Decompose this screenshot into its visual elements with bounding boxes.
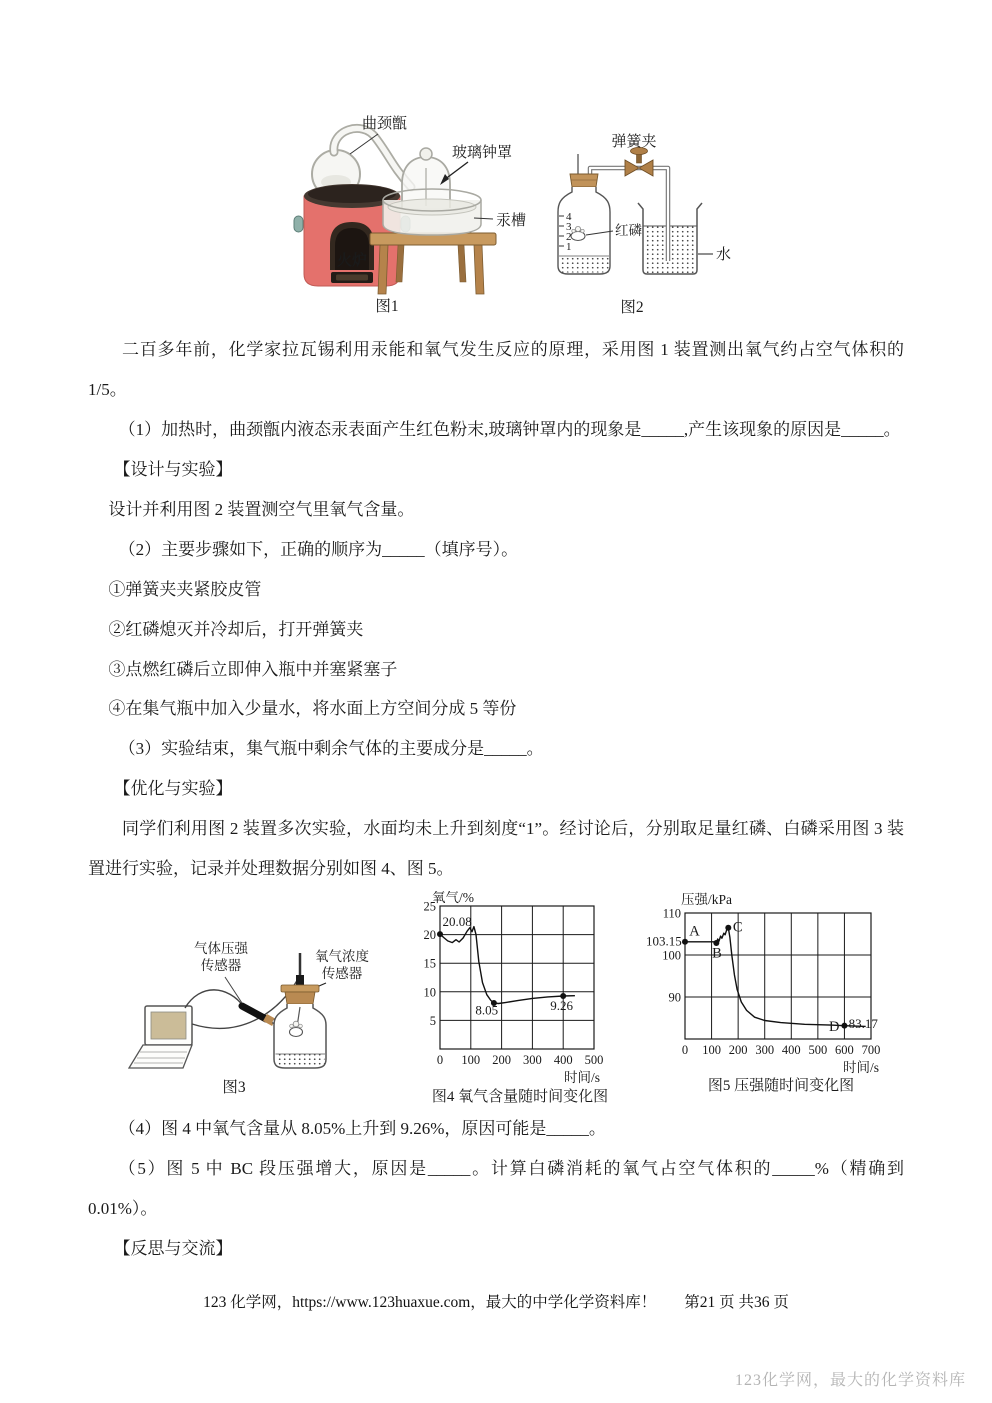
svg-text:500: 500 xyxy=(808,1043,828,1058)
laptop-icon xyxy=(129,1006,192,1068)
svg-text:15: 15 xyxy=(423,956,436,971)
bottle-water xyxy=(560,256,610,273)
figure3-sensor-apparatus xyxy=(128,891,408,1109)
svg-text:110: 110 xyxy=(662,906,681,921)
svg-text:103.15: 103.15 xyxy=(646,933,682,949)
page-footer xyxy=(0,1290,992,1312)
section-reflect-header: 【反思与交流】 xyxy=(113,1238,233,1258)
svg-text:9.26: 9.26 xyxy=(550,998,574,1014)
svg-text:图4 氧气含量随时间变化图: 图4 氧气含量随时间变化图 xyxy=(431,1089,609,1106)
svg-text:时间/s: 时间/s xyxy=(563,1070,600,1086)
scale-mark-2: 2 xyxy=(566,231,572,243)
step-3: ③点燃红磷后立即伸入瓶中并塞紧塞子 xyxy=(108,659,398,679)
figure4-oxygen-chart xyxy=(416,891,631,1109)
mercury-trough-icon xyxy=(383,148,481,235)
scale-mark-4: 4 xyxy=(566,211,572,223)
pressure-sensor-label-line2: 传感器 xyxy=(200,958,242,974)
red-phosphorus-label: 红磷 xyxy=(615,223,642,238)
svg-text:600: 600 xyxy=(835,1043,854,1058)
figure1-caption: 图1 xyxy=(375,298,399,315)
svg-text:B: B xyxy=(712,945,722,962)
figure5-pressure-chart xyxy=(639,891,904,1109)
svg-text:时间/s: 时间/s xyxy=(842,1060,879,1076)
sensor-bottle-water xyxy=(276,1054,325,1067)
svg-text:400: 400 xyxy=(553,1053,573,1068)
svg-text:400: 400 xyxy=(781,1043,801,1058)
svg-text:25: 25 xyxy=(423,899,436,914)
scale-mark-1: 1 xyxy=(566,241,572,253)
design-intro: 设计并利用图 2 装置测空气里氧气含量。 xyxy=(108,499,415,519)
pressure-sensor-label-line1: 气体压强 xyxy=(194,941,248,957)
furnace-label: 火炉 xyxy=(336,253,368,269)
svg-text:700: 700 xyxy=(861,1043,881,1058)
svg-text:A: A xyxy=(689,923,700,940)
section-optimize-header: 【优化与实验】 xyxy=(113,779,233,799)
trough-label: 汞槽 xyxy=(496,213,527,229)
retort-label: 曲颈甑 xyxy=(362,116,408,132)
water-label: 水 xyxy=(716,247,732,263)
gas-bottle-icon xyxy=(558,154,610,274)
svg-text:0: 0 xyxy=(681,1043,689,1058)
watermark: 123化学网，最大的化学资料库 xyxy=(734,1372,966,1389)
svg-text:200: 200 xyxy=(492,1053,511,1068)
svg-text:20.08: 20.08 xyxy=(442,914,472,930)
optimize-intro: 同学们利用图 2 装置多次实验，水面均未上升到刻度“1”。经讨论后，分别取足量红磷、白磷采用图 3 装置进行实验，记录并处理数据分别如图 4、图 5。 xyxy=(88,819,904,879)
svg-text:5: 5 xyxy=(429,1014,436,1029)
question-1: （1）加热时，曲颈甑内液态汞表面产生红色粉末,玻璃钟罩内的现象是_____,产生该现象的原因是_____。 xyxy=(118,419,901,439)
spring-clamp-icon xyxy=(625,147,653,176)
step-1: ①弹簧夹夹紧胶皮管 xyxy=(108,579,262,599)
svg-text:90: 90 xyxy=(668,990,681,1005)
svg-text:500: 500 xyxy=(584,1053,604,1068)
svg-text:300: 300 xyxy=(755,1043,775,1058)
oxygen-sensor-label-line1: 氧气浓度 xyxy=(315,949,369,965)
intro-paragraph: 二百多年前，化学家拉瓦锡利用汞能和氧气发生反应的原理，采用图 1 装置测出氧气约占空气体积的 1/5。 xyxy=(88,340,904,399)
svg-text:氧气/%: 氧气/% xyxy=(432,891,474,906)
question-5: （5）图 5 中 BC 段压强增大，原因是_____。计算白磷消耗的氧气占空气体积的_____%（精确到 0.01%）。 xyxy=(88,1159,904,1218)
oxygen-sensor-label-line2: 传感器 xyxy=(321,966,363,982)
svg-text:100: 100 xyxy=(461,1053,481,1068)
step-2: ②红磷熄灭并冷却后，打开弹簧夹 xyxy=(108,619,364,639)
bell-jar-label: 玻璃钟罩 xyxy=(452,145,513,161)
step-4: ④在集气瓶中加入少量水，将水面上方空间分成 5 等份 xyxy=(108,699,517,719)
svg-text:100: 100 xyxy=(662,948,681,963)
svg-text:100: 100 xyxy=(702,1043,721,1058)
question-3: （3）实验结束，集气瓶中剩余气体的主要成分是_____。 xyxy=(118,739,544,759)
scale-mark-3: 3 xyxy=(566,221,572,233)
sensor-bottle-icon xyxy=(274,985,326,1068)
svg-text:20: 20 xyxy=(423,928,436,943)
svg-text:C: C xyxy=(732,919,743,936)
svg-text:8.05: 8.05 xyxy=(475,1002,499,1018)
svg-text:D: D xyxy=(829,1019,840,1036)
figure2-apparatus xyxy=(546,104,746,322)
figure-row-top xyxy=(88,104,904,322)
svg-text:300: 300 xyxy=(523,1053,542,1068)
figure3-caption: 图3 xyxy=(222,1079,246,1097)
section-design-header: 【设计与实验】 xyxy=(113,459,233,479)
svg-text:图5 压强随时间变化图: 图5 压强随时间变化图 xyxy=(707,1078,855,1095)
footer-page-number: 第21 页 共36 页 xyxy=(684,1294,789,1311)
svg-text:0: 0 xyxy=(436,1053,444,1068)
figure-row-bottom xyxy=(88,891,904,1109)
svg-text:200: 200 xyxy=(728,1043,748,1058)
figure2-caption: 图2 xyxy=(620,299,644,316)
footer-site-info: 123 化学网，https://www.123huaxue.com，最大的中学化学资料库！ xyxy=(203,1294,657,1311)
svg-text:10: 10 xyxy=(423,985,436,1000)
figure1-lavoisier-apparatus xyxy=(274,104,546,322)
svg-text:压强/kPa: 压强/kPa xyxy=(681,892,733,908)
question-4: （4）图 4 中氧气含量从 8.05%上升到 9.26%，原因可能是_____。 xyxy=(118,1119,606,1139)
svg-text:83.17: 83.17 xyxy=(848,1016,878,1032)
spring-clamp-label: 弹簧夹 xyxy=(611,134,657,150)
question-2: （2）主要步骤如下，正确的顺序为_____（填序号）。 xyxy=(118,539,519,559)
